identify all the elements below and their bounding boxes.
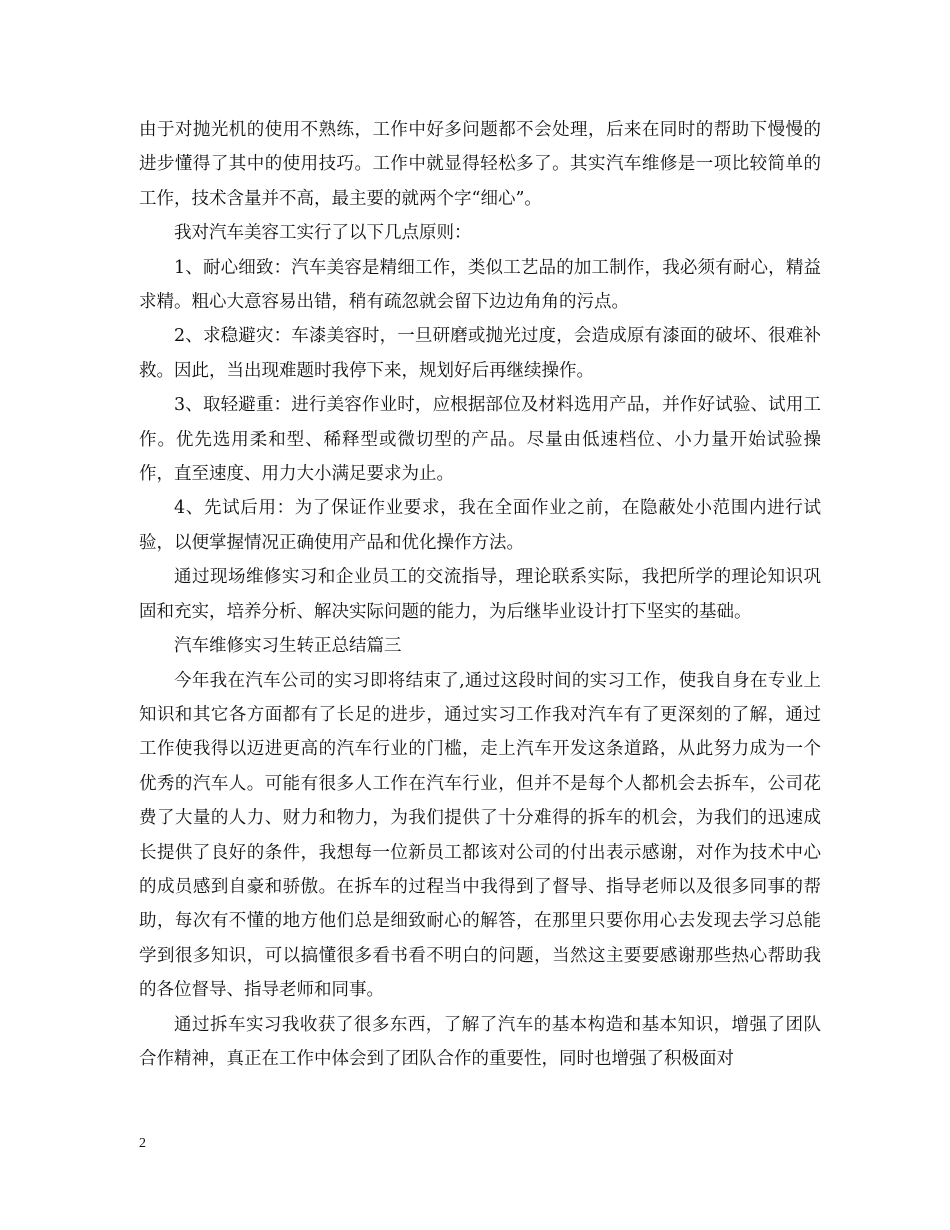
page-number: 2 <box>139 1136 146 1151</box>
section-heading: 汽车维修实习生转正总结篇三 <box>174 636 402 657</box>
paragraph-1: 由于对抛光机的使用不熟练，工作中好多问题都不会处理，后来在同时的帮助下慢慢的进步懂得了其中的使用技巧。工作中就显得轻松多了。其实汽车维修是一项比较简单的工作，技术含量并不高，最主要的就两个字“细心”。 <box>139 120 821 209</box>
paragraph-3: 1、耐心细致：汽车美容是精细工作，类似工艺品的加工制作，我必须有耐心，精益求精。粗心大意容易出错，稍有疏忽就会留下边边角角的污点。 <box>139 257 821 313</box>
paragraph-7: 通过现场维修实习和企业员工的交流指导，理论联系实际，我把所学的理论知识巩固和充实，培养分析、解决实际问题的能力，为后继毕业设计打下坚实的基础。 <box>139 567 821 622</box>
paragraph-4: 2、求稳避灾：车漆美容时，一旦研磨或抛光过度，会造成原有漆面的破坏、很难补救。因此，当出现难题时我停下来，规划好后再继续操作。 <box>139 326 821 381</box>
paragraph-6: 4、先试后用：为了保证作业要求，我在全面作业之前，在隐蔽处小范围内进行试验，以便掌握情况正确使用产品和优化操作方法。 <box>139 498 821 553</box>
paragraph-10: 通过拆车实习我收获了很多东西，了解了汽车的基本构造和基本知识，增强了团队合作精神，真正在工作中体会到了团队合作的重要性，同时也增强了积极面对 <box>139 1014 821 1069</box>
paragraph-9: 今年我在汽车公司的实习即将结束了,通过这段时间的实习工作，使我自身在专业上知识和其它各方面都有了长足的进步，通过实习工作我对汽车有了更深刻的了解，通过工作使我得以迈进更高的汽车行业的门槛，走上汽车开发这条道路，从此努力成为一个优秀的汽车人。可能有很多人工作在汽车行业，但并不是每个人都机会去拆车，公司花费了大量的人力、财力和物力，为我们提供了十分难得的拆车的机会，为我们的迅速成长提供了良好的条件，我想每一位新员工都该对公司的付出表示感谢，对作为技术中心的成员感到自豪和骄傲。在拆车的过程当中我得到了督导、指导老师以及很多同事的帮助，每次有不懂的地方他们总是细致耐心的解答，在那里只要你用心去发现去学习总能学到很多知识，可以搞懂很多看书看不明白的问题，当然这主要要感谢那些热心帮助我的各位督导、指导老师和同事。 <box>139 670 821 1001</box>
document-body <box>139 113 821 1076</box>
paragraph-2: 我对汽车美容工实行了以下几点原则： <box>174 223 472 244</box>
paragraph-5: 3、取轻避重：进行美容作业时，应根据部位及材料选用产品，并作好试验、试用工作。优先选用柔和型、稀释型或微切型的产品。尽量由低速档位、小力量开始试验操作，直至速度、用力大小满足要求为止。 <box>139 395 821 485</box>
